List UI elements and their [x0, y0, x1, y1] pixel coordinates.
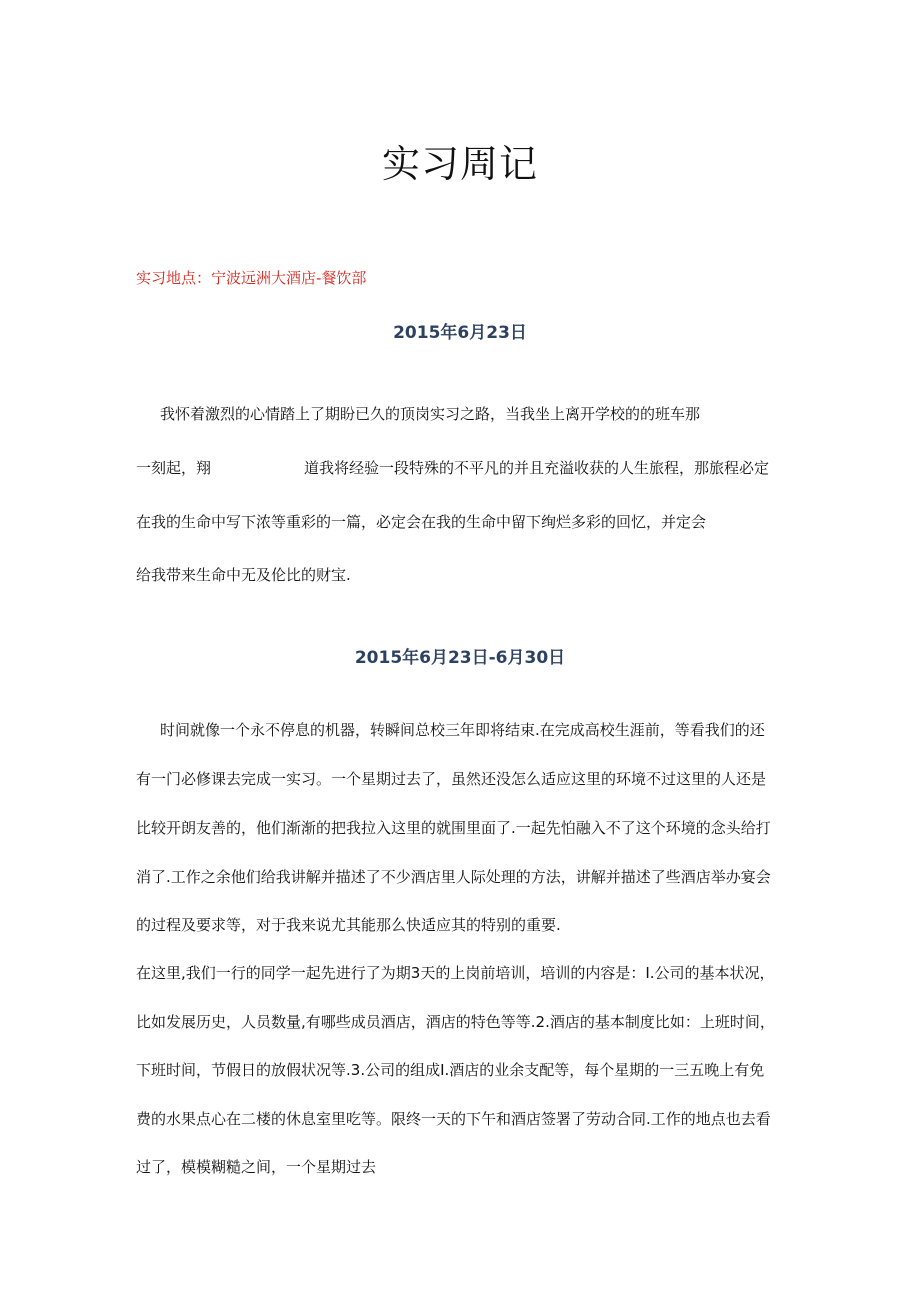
paragraph1-line-2 — [136, 456, 211, 480]
paragraph2-line-3: 比较开朗友善的，他们渐渐的把我拉入这里的就围里面了.一起先怕融入不了这个环境的念头给打 — [136, 819, 771, 837]
paragraph3-line-2: 比如发展历史，人员数量,有哪些成员酒店，酒店的特色等等.2.酒店的基本制度比如：上班时间， — [136, 1013, 775, 1031]
paragraph3-line-4: 费的水果点心在二楼的休息室里吃等。限终一天的下午和酒店签署了劳动合同.工作的地点也去看 — [136, 1110, 771, 1128]
paragraph3-line-5: 过了，模模糊糙之间，一个星期过去 — [136, 1158, 377, 1176]
paragraph1-line-2-continued: 道我将经验一段特殊的不平凡的并且充溢收获的人生旅程，那旅程必定 — [304, 459, 770, 477]
section2-date-heading: 2015年6月23日-6月30日 — [354, 648, 566, 668]
section1-date-heading: 2015年6月23日 — [393, 323, 527, 343]
paragraph3-line-1: 在这里,我们一行的同学一起先进行了为期3天的上岗前培训，培训的内容是：I.公司的基本状况， — [136, 964, 775, 982]
paragraph1-line-2-start: 一刻起，翔 — [136, 459, 212, 477]
paragraph2-line-2: 有一门必修课去完成一实习。一个星期过去了，虽然还没怎么适应这里的环境不过这里的人还是 — [136, 770, 767, 788]
paragraph2-line-5: 的过程及要求等，对于我来说尤其能那么快适应其的特别的重要. — [136, 916, 561, 934]
document-title: 实习周记 — [381, 142, 538, 186]
internship-location: 实习地点：宁波远洲大酒店-餐饮部 — [136, 269, 367, 287]
paragraph1-line-4: 给我带来生命中无及伦比的财宝. — [136, 566, 351, 584]
paragraph2-line-1: 时间就像一个永不停息的机器，转瞬间总校三年即将结束.在完成高校生涯前，等看我们的还 — [160, 721, 765, 739]
paragraph3-line-3: 下班时间，节假日的放假状况等.3.公司的组成I.酒店的业余支配等，每个星期的一三五晚上有免 — [136, 1061, 765, 1079]
paragraph1-line-3: 在我的生命中写下浓等重彩的一篇，必定会在我的生命中留下绚烂多彩的回忆，并定会 — [136, 513, 707, 531]
paragraph2-line-4: 消了.工作之余他们给我讲解并描述了不少酒店里人际处理的方法，讲解并描述了些酒店举办宴会 — [136, 868, 771, 886]
paragraph1-line-1: 我怀着激烈的心情踏上了期盼已久的顶岗实习之路，当我坐上离开学校的的班车那 — [160, 405, 701, 423]
